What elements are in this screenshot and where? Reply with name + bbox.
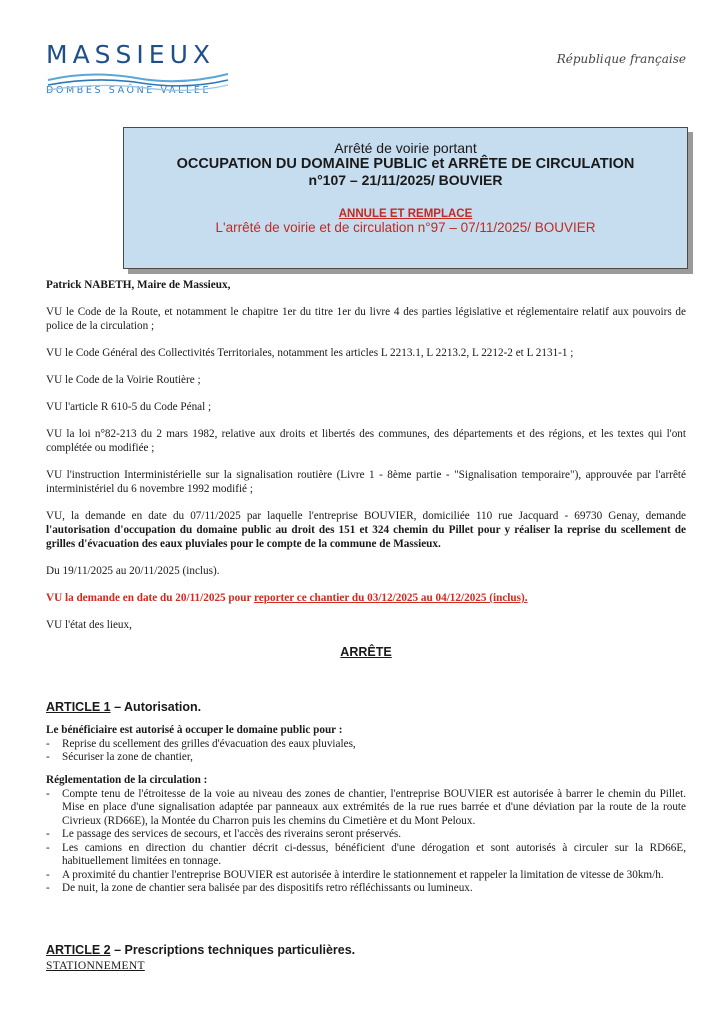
article-2-separator: – bbox=[110, 943, 125, 957]
vu-demande-text: VU, la demande en date du 07/11/2025 par laquelle l'entreprise BOUVIER, domiciliée 110 rue Jacquard - 69730 Genay, demande bbox=[46, 510, 686, 522]
article-1-intro: Le bénéficiaire est autorisé à occuper le domaine public pour : bbox=[46, 724, 343, 736]
massieux-logo bbox=[46, 40, 236, 96]
vu-instruction: VU l'instruction Interministérielle sur la signalisation routière (Livre 1 - 8ème partie - "Signalisation temporaire"), approuvée par l'arrêté interministériel du 6 novembre 1992 modifié ; bbox=[46, 469, 686, 495]
vu-report-dates: reporter ce chantier du 03/12/2025 au 04/12/2025 (inclus). bbox=[254, 592, 528, 604]
article-1-title: Autorisation. bbox=[124, 700, 202, 714]
logo-subtitle: DOMBES SAÔNE VALLÉE bbox=[46, 85, 212, 96]
list-item: - Compte tenu de l'étroitesse de la voie au niveau des zones de chantier, l'entreprise BOUVIER est autorisée à barrer le chemin du Pillet. Mise en place d'une signalisation adaptée par panneaux aux extrémités de la rue rues barrée et d'une déviation par la route de la route Civrieux (RD66E), la Montée du Charron puis les chemins du Cimetière et du Mont Peloux. bbox=[46, 788, 686, 829]
article-1-separator: – bbox=[110, 700, 125, 714]
vu-etat-lieux: VU l'état des lieux, bbox=[46, 619, 132, 631]
maire-line: Patrick NABETH, Maire de Massieux, bbox=[46, 279, 231, 291]
article-1-heading bbox=[46, 700, 201, 714]
list-item: - Sécuriser la zone de chantier, bbox=[46, 751, 686, 765]
vu-code-penal: VU l'article R 610-5 du Code Pénal ; bbox=[46, 401, 212, 413]
title-box bbox=[123, 127, 688, 269]
article-2-title: Prescriptions techniques particulières. bbox=[124, 943, 356, 957]
list-item: - A proximité du chantier l'entreprise BOUVIER est autorisée à interdire le stationnement et rappeler la limitation de vitesse de 30km/h. bbox=[46, 869, 686, 883]
authorization-list bbox=[46, 738, 686, 765]
arrete-heading: ARRÊTE bbox=[340, 645, 392, 659]
vu-demande bbox=[46, 509, 686, 551]
title-line-3: n°107 – 21/11/2025/ BOUVIER bbox=[308, 172, 503, 188]
remplace-reference: L'arrêté de voirie et de circulation n°97 – 07/11/2025/ BOUVIER bbox=[215, 220, 596, 235]
republique-francaise: République française bbox=[556, 52, 686, 66]
list-item: - Le passage des services de secours, et l'accès des riverains seront préservés. bbox=[46, 828, 686, 842]
list-item: - Les camions en direction du chantier décrit ci-dessus, bénéficient d'une dérogation et sont autorisés à circuler sur la RD66E, habituellement limitées en tonnage. bbox=[46, 842, 686, 869]
article-1-regulation bbox=[46, 774, 686, 896]
regulation-title: Réglementation de la circulation : bbox=[46, 774, 208, 786]
wave-icon bbox=[46, 58, 231, 98]
vu-demande-objet: l'autorisation d'occupation du domaine public au droit des 151 et 324 chemin du Pillet pour y réaliser la reprise du scellement de grilles d'évacuation des eaux pluviales pour le compte de la commune de Massieux. bbox=[46, 524, 686, 550]
stationnement-heading: STATIONNEMENT bbox=[46, 960, 145, 972]
title-line-1: Arrêté de voirie portant bbox=[334, 140, 477, 156]
vu-report-text: VU la demande en date du 20/11/2025 pour bbox=[46, 592, 255, 604]
vu-voirie: VU le Code de la Voirie Routière ; bbox=[46, 374, 201, 386]
vu-report bbox=[46, 591, 686, 605]
article-2-heading bbox=[46, 943, 355, 957]
dates-line: Du 19/11/2025 au 20/11/2025 (inclus). bbox=[46, 565, 220, 577]
document-body bbox=[46, 278, 686, 679]
vu-code-route: VU le Code de la Route, et notamment le chapitre 1er du titre 1er du livre 4 des parties législative et réglementaire relatif aux pouvoirs de police de la circulation ; bbox=[46, 306, 686, 332]
article-1-number: ARTICLE 1 bbox=[46, 700, 111, 714]
list-item: - Reprise du scellement des grilles d'évacuation des eaux pluviales, bbox=[46, 738, 686, 752]
title-line-2: OCCUPATION DU DOMAINE PUBLIC et ARRÊTE DE CIRCULATION bbox=[176, 156, 635, 172]
annule-remplace: ANNULE ET REMPLACE bbox=[338, 208, 473, 220]
vu-cgct: VU le Code Général des Collectivités Territoriales, notamment les articles L 2213.1, L 2213.2, L 2212-2 et L 2131-1 ; bbox=[46, 347, 574, 359]
list-item: - De nuit, la zone de chantier sera balisée par des dispositifs retro réfléchissants ou lumineux. bbox=[46, 882, 686, 896]
article-1-authorization bbox=[46, 724, 686, 765]
regulation-list bbox=[46, 788, 686, 896]
vu-loi-1982: VU la loi n°82-213 du 2 mars 1982, relative aux droits et libertés des communes, des départements et des régions, et les textes qui l'ont complétée ou modifiée ; bbox=[46, 428, 686, 454]
article-2-number: ARTICLE 2 bbox=[46, 943, 111, 957]
logo-title: MASSIEUX bbox=[46, 40, 216, 69]
